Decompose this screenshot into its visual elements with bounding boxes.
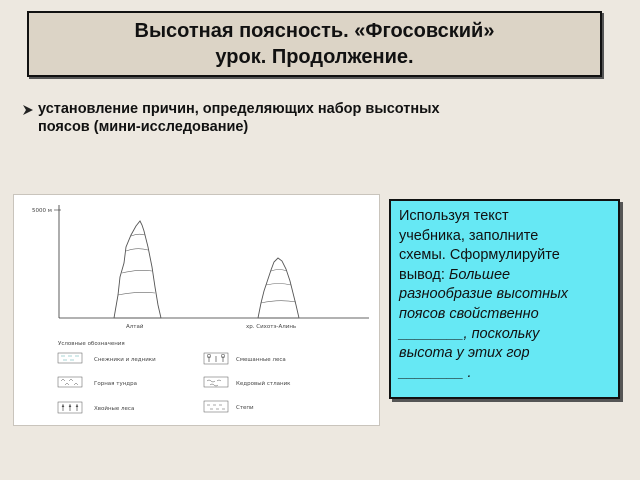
legend-label-conifer: Хвойные леса bbox=[94, 406, 135, 412]
legend-label-mixed: Смешанные леса bbox=[236, 357, 286, 363]
blank-field-2: ________ bbox=[399, 364, 464, 381]
legend-label-steppe: Степи bbox=[236, 405, 254, 411]
task-conclusion-label: вывод: bbox=[399, 266, 445, 283]
bullet-text bbox=[38, 100, 440, 136]
legend-title: Условные обозначения bbox=[58, 341, 125, 347]
task-line-2: учебника, заполните bbox=[399, 227, 539, 244]
legend-label-glaciers: Снежники и ледники bbox=[94, 357, 156, 363]
blank-field-1: ________ bbox=[399, 325, 464, 342]
task-conclusion-start: Большее bbox=[444, 266, 511, 283]
task-line-1: Используя текст bbox=[399, 208, 509, 224]
altitudinal-zonation-diagram bbox=[13, 194, 380, 426]
y-axis-label: 5000 м bbox=[32, 208, 52, 214]
task-line-9-text: . bbox=[463, 364, 472, 381]
task-line-9 bbox=[399, 364, 610, 384]
slide-title bbox=[27, 11, 602, 77]
task-line-6 bbox=[399, 305, 610, 325]
task-line-8-text: высота у этих гор bbox=[399, 345, 530, 362]
title-line-2: урок. Продолжение. bbox=[215, 46, 414, 68]
task-line-3: схемы. Сформулируйте bbox=[399, 247, 560, 264]
legend-item-pine-scrub bbox=[204, 377, 291, 387]
bullet-point bbox=[22, 100, 622, 136]
mountain-label-sikhote: хр. Сихотэ-Алинь bbox=[246, 324, 297, 330]
legend-item-conifer bbox=[58, 402, 134, 413]
legend-item-glaciers bbox=[58, 353, 156, 363]
mountain-sikhote-alin bbox=[258, 258, 299, 318]
legend-item-tundra bbox=[58, 377, 137, 387]
task-line-6-text: поясов свойственно bbox=[399, 305, 539, 322]
title-line-1: Высотная поясность. «Фгосовский» bbox=[134, 20, 495, 42]
legend-label-tundra: Горная тундра bbox=[94, 381, 137, 387]
mountain-altai bbox=[114, 221, 161, 318]
legend-label-pine-scrub: Кедровый стланик bbox=[236, 381, 291, 387]
task-line-5-text: разнообразие высотных bbox=[399, 286, 569, 303]
bullet-line-2: поясов (мини-исследование) bbox=[38, 119, 249, 135]
task-line-7-text: , поскольку bbox=[463, 325, 540, 342]
task-line-5 bbox=[399, 285, 610, 305]
task-box bbox=[389, 199, 620, 399]
bullet-line-1: установление причин, определяющих набор высотных bbox=[38, 101, 440, 117]
arrow-bullet-icon bbox=[22, 103, 34, 121]
task-line-7 bbox=[399, 325, 610, 345]
legend-item-steppe bbox=[204, 401, 254, 412]
mountain-label-altai: Алтай bbox=[126, 324, 144, 330]
task-line-8 bbox=[399, 344, 610, 364]
legend-item-mixed bbox=[204, 353, 286, 364]
task-line-4 bbox=[399, 266, 610, 286]
